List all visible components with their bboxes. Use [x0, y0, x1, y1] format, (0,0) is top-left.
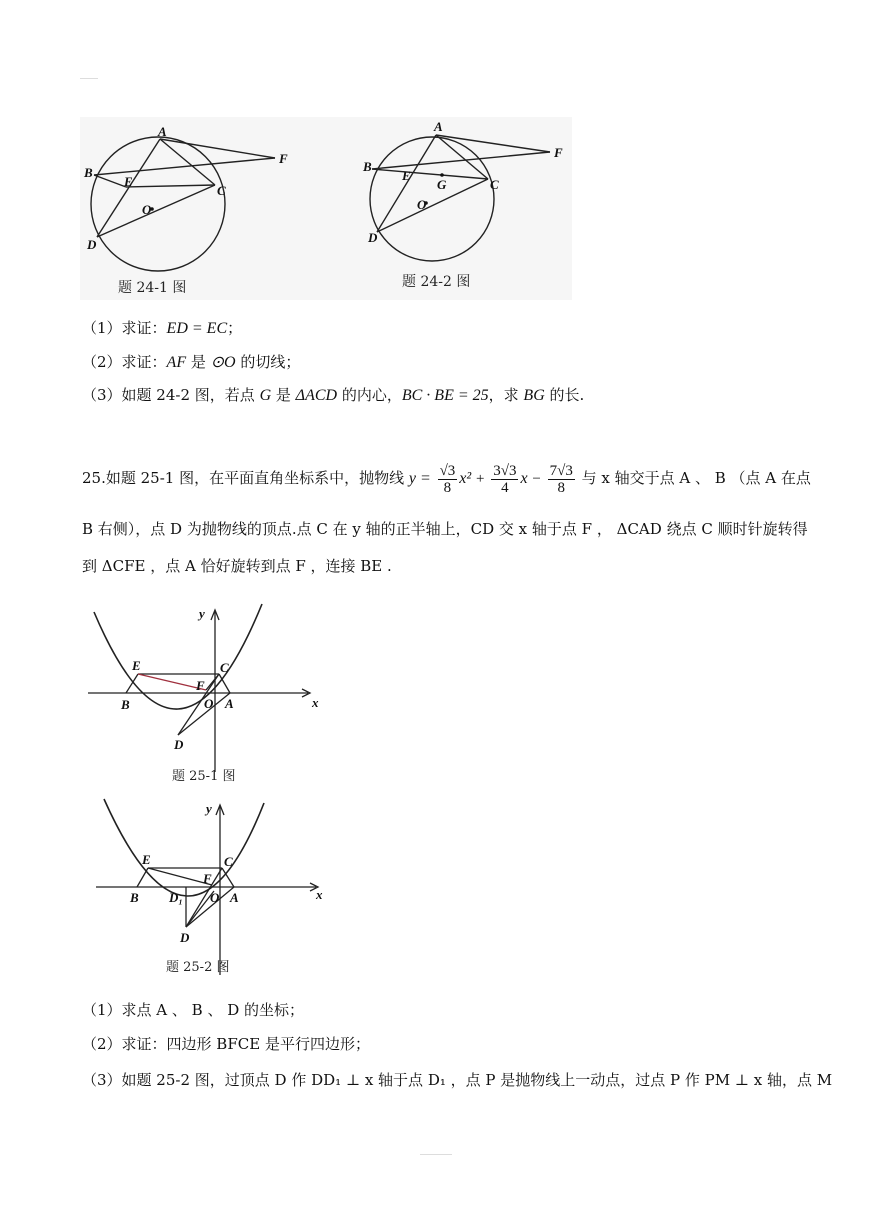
circle-o-1 [91, 137, 225, 271]
q24-part-3 [82, 385, 584, 406]
label-b-25-1: B [121, 697, 130, 712]
segment-fc-25-1 [206, 674, 219, 690]
figure-24-svg [80, 117, 572, 300]
segment-bf-1 [94, 158, 275, 175]
label-f-2: F [554, 145, 563, 160]
label-b-1: B [84, 165, 93, 180]
q24-part-2-af: AF [166, 354, 187, 371]
q24-part-3-mid: 是 [271, 386, 296, 404]
caption-25-2: 题 25-2 图 [166, 960, 230, 975]
q25-line-3: 到 ΔCFE ，点 A 恰好旋转到点 F ，连接 BE . [82, 557, 392, 575]
q24-part-2 [82, 352, 300, 373]
caption-24-2: 题 24-2 图 [402, 274, 471, 290]
label-a-2: A [434, 119, 443, 134]
label-x-25-2: x [316, 887, 323, 902]
label-d-1: D [87, 237, 97, 252]
q24-part-2-label: （2）求证： [82, 353, 167, 371]
label-c-25-2: C [224, 854, 233, 869]
q24-part-1-end: ； [227, 319, 243, 337]
q25-part-1: （1）求点 A 、 B 、 D 的坐标； [82, 1001, 305, 1019]
label-o-25-2: O [210, 890, 220, 905]
label-c-25-1: C [220, 660, 229, 675]
figure-24-1 [91, 137, 275, 271]
figure-25-1 [86, 600, 336, 790]
q25-intro: 25.如题 25-1 图，在平面直角坐标系中，抛物线 [82, 469, 409, 487]
segment-af-1 [160, 139, 275, 158]
q24-part-3-g: G [259, 387, 272, 404]
q24-part-3-end: 的长. [544, 386, 585, 404]
label-x-25-1: x [312, 695, 319, 710]
segment-ec-1 [126, 185, 215, 187]
label-f-25-2: F [203, 871, 212, 886]
label-g-2: G [437, 177, 447, 192]
q25-frac-1-top: √3 [439, 462, 456, 479]
label-o-1: O [142, 202, 152, 217]
label-y-25-2: y [206, 801, 212, 816]
label-e-1: E [124, 174, 133, 189]
figure-24-2 [370, 135, 550, 261]
segment-ac-1 [160, 139, 215, 185]
q25-y-equals: y = [408, 470, 431, 487]
caption-25-1: 题 25-1 图 [172, 769, 236, 784]
q25-frac-2 [491, 463, 518, 496]
q25-frac-3-top: 7√3 [549, 462, 573, 479]
figure-25-2 [94, 795, 334, 980]
label-d-2: D [368, 230, 378, 245]
q24-part-3-mid3: ，求 [488, 386, 524, 404]
circle-o-2 [370, 137, 494, 261]
q25-part-2: （2）求证：四边形 BFCE 是平行四边形； [82, 1035, 370, 1053]
label-d1-25-2: D₁ [169, 890, 183, 905]
label-o-25-1: O [204, 696, 214, 711]
q24-part-3-label: （3）如题 24-2 图，若点 [82, 386, 260, 404]
label-e-2: E [402, 168, 411, 183]
label-a-25-1: A [225, 696, 234, 711]
q25-line-2: B 右侧），点 D 为抛物线的顶点.点 C 在 y 轴的正半轴上，CD 交 x 轴于点 F ， ΔCAD 绕点 C 顺时针旋转得 [82, 520, 808, 538]
q24-part-3-bg: BG [523, 387, 545, 404]
q24-part-1-label: （1）求证： [82, 319, 167, 337]
header-mark [80, 78, 98, 79]
q25-line-1 [82, 460, 811, 497]
q25-frac-3 [548, 463, 575, 496]
segment-dc-1 [97, 185, 215, 237]
q24-part-1-math: ED = EC [166, 320, 228, 337]
segment-be-1 [94, 175, 126, 187]
label-o-2: O [417, 197, 427, 212]
q24-part-2-end: 的切线； [235, 353, 301, 371]
label-b-25-2: B [130, 890, 139, 905]
label-e-25-2: E [142, 852, 151, 867]
segment-be-25-2 [137, 868, 148, 887]
label-c-1: C [217, 183, 226, 198]
parabola-2 [104, 799, 264, 896]
figure-24-panel [80, 117, 572, 300]
q25-minus: − [532, 471, 541, 487]
label-d-25-2: D [180, 930, 190, 945]
label-c-2: C [490, 177, 499, 192]
q25-frac-1-bottom: 8 [443, 479, 452, 496]
label-f-1: F [279, 151, 288, 166]
q25-part-3: （3）如题 25-2 图，过顶点 D 作 DD₁ ⊥ x 轴于点 D₁ ，点 P 是抛物线上一动点，过点 P 作 PM ⊥ x 轴，点 M [82, 1071, 833, 1089]
label-a-1: A [158, 124, 167, 139]
label-d-25-1: D [174, 737, 184, 752]
q24-part-3-equation: BC · BE = 25 [401, 387, 489, 404]
segment-bc-2 [372, 169, 488, 179]
caption-24-1: 题 24-1 图 [118, 280, 187, 296]
q24-part-3-mid2: 的内心， [337, 386, 402, 404]
footer-mark [420, 1154, 452, 1155]
q25-x: x [520, 470, 528, 487]
q24-part-1 [82, 318, 242, 339]
q25-frac-2-bottom: 4 [501, 479, 509, 496]
label-y-25-1: y [199, 606, 205, 621]
q25-x-squared: x² [459, 470, 472, 487]
segment-bf-2 [372, 152, 550, 169]
q25-intro-tail: 与 x 轴交于点 A 、 B （点 A 在点 [576, 469, 811, 487]
label-b-2: B [363, 159, 372, 174]
label-e-25-1: E [132, 658, 141, 673]
q25-frac-1 [438, 463, 458, 496]
label-f-25-1: F [196, 678, 205, 693]
q25-frac-3-bottom: 8 [557, 479, 565, 496]
q25-plus: + [475, 471, 485, 487]
q24-part-2-circle: ⊙O [210, 354, 236, 371]
segment-be-25-1 [126, 674, 138, 693]
label-a-25-2: A [230, 890, 239, 905]
q24-part-2-mid: 是 [186, 353, 211, 371]
q24-part-3-triangle: ΔACD [295, 387, 338, 404]
q25-frac-2-top: 3√3 [493, 462, 517, 479]
